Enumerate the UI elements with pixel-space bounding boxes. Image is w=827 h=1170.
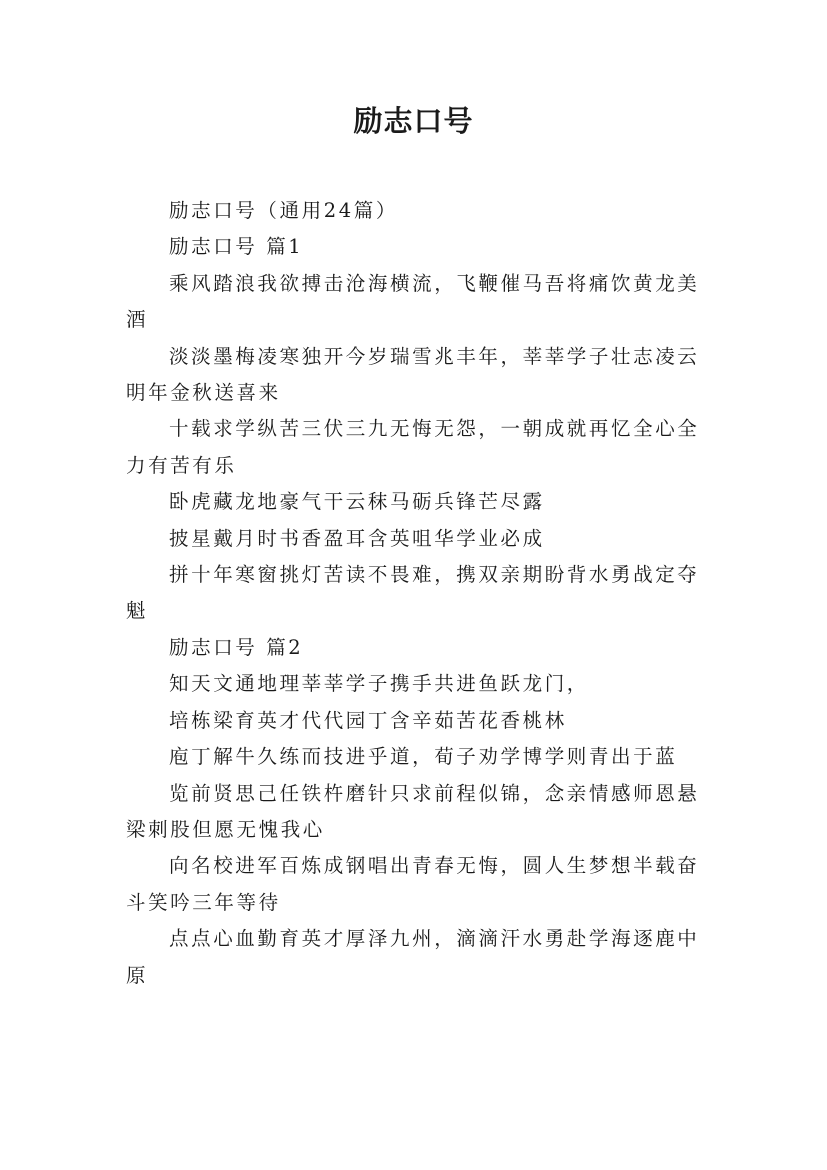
paragraph: 乘风踏浪我欲搏击沧海横流，飞鞭催马吾将痛饮黄龙美酒	[126, 271, 700, 332]
paragraph: 拼十年寒窗挑灯苦读不畏难，携双亲期盼背水勇战定夺魁	[126, 563, 700, 623]
paragraph: 卧虎藏龙地豪气干云秣马砺兵锋芒尽露	[169, 490, 545, 514]
paragraph: 庖丁解牛久练而技进乎道，荀子劝学博学则青出于蓝	[169, 745, 678, 769]
paragraph: 点点心血勤育英才厚泽九州，滴滴汗水勇赴学海逐鹿中原	[126, 927, 700, 987]
paragraph: 览前贤思己任铁杵磨针只求前程似锦，念亲情感师恩悬梁刺股但愿无愧我心	[126, 781, 700, 841]
paragraph: 励志口号（通用24篇）	[169, 199, 398, 222]
paragraph: 培栋梁育英才代代园丁含辛茹苦花香桃林	[169, 708, 567, 732]
paragraph: 淡淡墨梅凌寒独开今岁瑞雪兆丰年，莘莘学子壮志凌云明年金秋送喜来	[126, 344, 700, 405]
paragraph: 十载求学纵苦三伏三九无悔无怨，一朝成就再忆全心全力有苦有乐	[126, 417, 700, 477]
paragraph: 励志口号 篇1	[169, 235, 304, 259]
paragraph: 知天文通地理莘莘学子携手共进鱼跃龙门，	[169, 672, 589, 696]
page-title: 励志口号	[353, 104, 474, 138]
paragraph: 励志口号 篇2	[169, 635, 304, 659]
paragraph: 披星戴月时书香盈耳含英咀华学业必成	[169, 526, 545, 550]
document-body	[126, 193, 710, 994]
paragraph: 向名校进军百炼成钢唱出青春无悔，圆人生梦想半载奋斗笑吟三年等待	[126, 854, 700, 914]
